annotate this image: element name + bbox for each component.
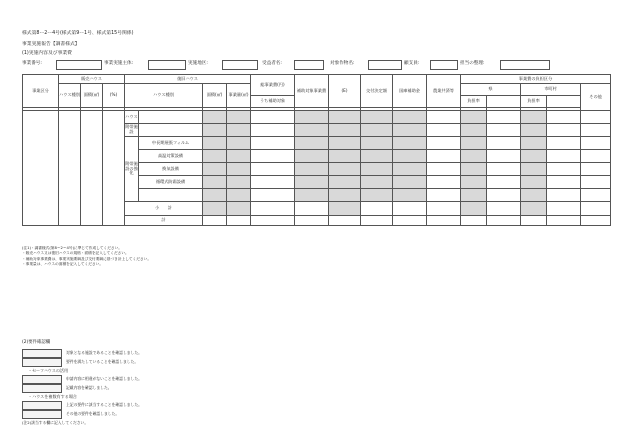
th-of-which: うち補助対象 [251,96,295,108]
form-number: 様式第8ー2ー4号(様式第9ー1号、様式第15号関係) [22,31,134,36]
sub-note-safe-house: ・セーフハウスの活用 [28,368,69,373]
row-koon: 高温対策設備 [139,150,203,163]
section-1-title: (1)実施内容及び事業費 [22,51,72,56]
field-input-jisshi-shutai[interactable] [148,60,186,70]
th-house-type: ハウス種別 [59,84,81,108]
field-input-jueki-sha[interactable] [294,60,324,70]
field-input-kenshi-in[interactable] [430,60,458,70]
check-box-5[interactable] [22,401,62,410]
th-sojigyo-hi: 総事業費(円) [251,75,295,96]
field-label-jigyo-bango: 事業番号: [22,61,42,66]
check-box-6[interactable] [22,410,62,419]
th-sonota: その他 [581,84,611,111]
th-fukkyu-qty: 事業量(㎡) [227,84,251,108]
th-futanritsu-shi: 負担率 [521,96,547,108]
check-text-5: 上記の要件に該当することを確認しました。 [66,402,142,407]
th-kokuhi: 国庫補助金 [393,75,427,108]
th-futan-kubun: 事業費の負担区分 [461,75,611,84]
row-keijo: 小 計 [125,202,203,216]
th-area: 面積(㎡) [81,84,103,108]
check-box-4[interactable] [22,384,62,393]
check-text-2: 要件を満たしていることを確認しました。 [66,359,139,364]
th-col-f: (E) [329,75,361,108]
note-line: (注1)・調書様式(第8ー2ー4号)に準じて作成してください。 [22,246,122,250]
th-hanbai-house: 販売ハウス [59,75,125,84]
th-ken: 県 [461,84,521,96]
sub-note-multiple: ・ハウスを複数有する場合 [28,394,78,399]
th-fukkyu-house: 復旧ハウス [125,75,251,84]
th-fukkyu-area: 面積(㎡) [203,84,227,108]
field-label-jisshi-chiku: 実施地区: [188,61,208,66]
check-text-6: その他の要件を確認しました。 [66,411,120,416]
note-line: ・補助対象事業費は、事業実施要綱及び交付要綱に基づき計上してください。 [22,256,152,261]
notes-block [22,246,612,267]
check-box-2[interactable] [22,358,62,367]
form-title: 事業実施報告【調書様式】 [22,42,80,47]
note-line: ・販売ハウス又は復旧ハウスの規格・面積を記入してください。 [22,251,129,256]
body-area [81,111,103,226]
body-rate [103,111,125,226]
field-input-tanto[interactable] [500,60,550,70]
note-line: ・事業量は、ハウスの面積を記入してください。 [22,261,104,266]
th-fukkyu-type: ハウス種別 [125,84,203,108]
field-label-jueki-sha: 受益者名: [262,61,282,66]
field-label-sakumotsu: 対象作物名: [330,61,355,66]
row-label-kansetsu: 附帯施設の強化 [125,137,139,202]
row-film: 中長期展張フィルム [139,137,203,150]
th-nojo-kyosai: 農業共済等 [427,75,461,108]
check-text-4: 記載内容を確認しました。 [66,385,112,390]
body-house-type [59,111,81,226]
th-shichoson: 市町村 [521,84,581,96]
field-input-jigyo-bango[interactable] [56,60,102,70]
field-label-kenshi-in: 顧支員: [404,61,420,66]
row-junkan: 循環式防霜設備 [139,176,203,189]
th-kofu-kettei: 交付決定額 [361,75,393,108]
th-jigyo-kubun: 事業区分 [23,75,59,108]
field-input-sakumotsu[interactable] [368,60,402,70]
row-label-ikkatsu: 附帯施設 [125,124,139,137]
row-house-type [139,111,203,124]
th-rate: (%) [103,84,125,108]
field-label-tanto: 担当の整理: [460,61,485,66]
row-label-house: ハウス [125,111,139,124]
jigyo-hi-table [22,74,611,226]
row-total: 計 [125,216,203,226]
row-blank [139,189,203,202]
body-jigyo [23,111,59,226]
th-futanritsu-ken: 負担率 [461,96,487,108]
check-box-1[interactable] [22,349,62,358]
field-label-jisshi-shutai: 事業実施主体: [104,61,134,66]
th-hojo-taisho: 補助対象事業費 [295,75,329,108]
final-note: (注2)該当する欄に記入してください。 [22,420,89,425]
check-text-1: 対象となる施設であることを確認しました。 [66,350,142,355]
row-kanki: 換気設備 [139,163,203,176]
check-text-3: 申請内容に相違がないことを確認しました。 [66,376,142,381]
check-box-3[interactable] [22,375,62,384]
field-input-jisshi-chiku[interactable] [222,60,258,70]
section-2-title: (2)要件確認欄 [22,340,51,345]
